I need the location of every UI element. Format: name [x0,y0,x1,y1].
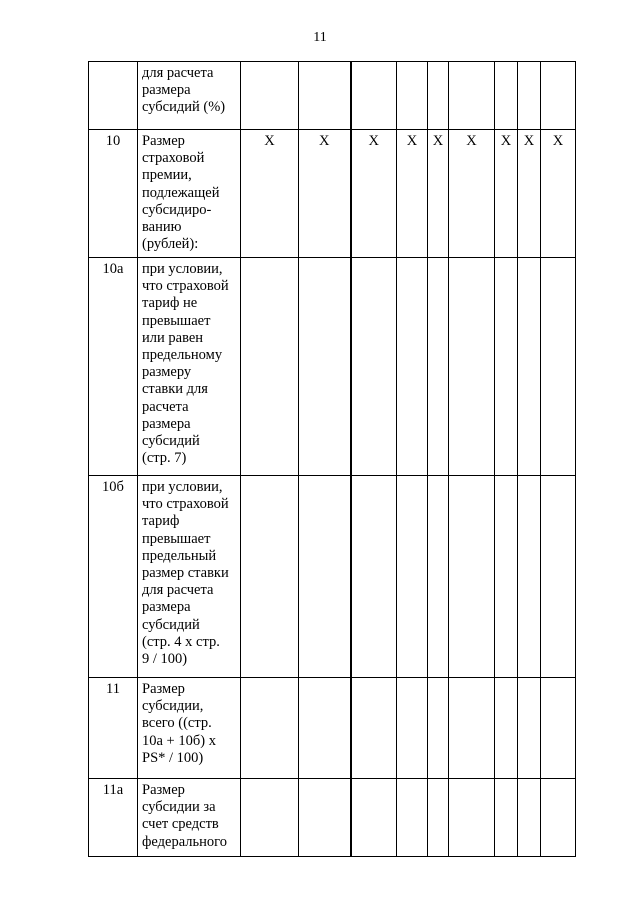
table-row [89,678,576,779]
value-cell [241,678,299,779]
value-cell: Х [518,130,541,258]
value-cell [518,476,541,678]
value-cell [449,62,495,130]
description-line: субсидии за [142,799,216,816]
row-description-cell [138,476,241,678]
value-cell [351,476,397,678]
description-line: премии, [142,167,192,184]
description-line: превышает [142,530,211,547]
value-cell [299,779,351,857]
value-cell [449,258,495,476]
value-cell [351,779,397,857]
description-line: размер ставки [142,565,229,582]
value-cell [495,258,518,476]
row-number-cell: 11а [89,779,138,857]
row-number-cell: 10б [89,476,138,678]
description-line: (рублей): [142,236,199,253]
row-description-cell [138,130,241,258]
value-cell [541,476,576,678]
description-line: субсидий [142,616,200,633]
description-line: Размер [142,681,185,697]
value-cell [428,779,449,857]
row-description-cell [138,258,241,476]
description-line: при условии, [142,261,223,277]
value-cell [397,779,428,857]
description-line: (стр. 7) [142,450,187,467]
value-cell [351,62,397,130]
description-line: субсидии, [142,698,204,715]
value-cell [449,779,495,857]
table-row [89,62,576,130]
description-line: что страховой [142,496,229,513]
value-cell [397,62,428,130]
description-line: ставки для [142,381,208,398]
value-cell [495,779,518,857]
description-line: предельный [142,547,217,564]
description-line: расчета [142,398,189,415]
value-cell [299,258,351,476]
value-cell [518,258,541,476]
value-cell [241,258,299,476]
value-cell: Х [495,130,518,258]
description-line: страховой [142,150,205,167]
value-cell [518,62,541,130]
description-line: при условии, [142,479,223,495]
description-line: подлежащей [142,184,220,201]
value-cell [541,678,576,779]
description-line: размера [142,599,191,616]
description-line: размеру [142,364,192,381]
description-line: субсидиро- [142,201,212,218]
value-cell: Х [241,130,299,258]
value-cell: Х [351,130,397,258]
description-line: 9 / 100) [142,651,188,668]
page-number: 11 [313,30,327,45]
value-cell [351,258,397,476]
description-line: тариф [142,513,180,530]
description-line: субсидий (%) [142,99,226,116]
description-line: превышает [142,312,211,329]
description-line: PS* / 100) [142,749,204,766]
value-cell [495,678,518,779]
description-line: размера [142,82,191,99]
description-line: для расчета [142,582,214,599]
description-line: счет средств [142,816,219,833]
description-line: размера [142,415,191,432]
value-cell [299,476,351,678]
value-cell [241,62,299,130]
value-cell [428,678,449,779]
value-cell: Х [541,130,576,258]
table-row [89,130,576,258]
value-cell [449,476,495,678]
table-row [89,476,576,678]
subsidy-form-table [88,61,576,857]
value-cell [495,476,518,678]
value-cell [397,258,428,476]
value-cell: Х [428,130,449,258]
description-line: предельному [142,347,223,364]
value-cell [397,678,428,779]
description-line: всего ((стр. [142,715,212,732]
description-line: федерального [142,833,227,850]
value-cell [299,678,351,779]
row-number-cell: 11 [89,678,138,779]
table-row [89,258,576,476]
value-cell [518,678,541,779]
value-cell [449,678,495,779]
description-line: ванию [142,219,182,236]
value-cell [518,779,541,857]
value-cell [428,476,449,678]
description-line: для расчета [142,65,214,81]
row-number-cell: 10а [89,258,138,476]
description-line: тариф не [142,295,198,312]
value-cell [428,258,449,476]
description-line: 10а + 10б) х [142,732,216,749]
value-cell: Х [299,130,351,258]
value-cell: Х [449,130,495,258]
value-cell [541,258,576,476]
description-line: или равен [142,329,204,346]
row-number-cell [89,62,138,130]
value-cell [495,62,518,130]
value-cell [351,678,397,779]
table-row [89,779,576,857]
description-line: (стр. 4 х стр. [142,633,220,650]
row-description-cell [138,779,241,857]
value-cell: Х [397,130,428,258]
value-cell [541,779,576,857]
description-line: Размер [142,782,185,798]
row-number-cell: 10 [89,130,138,258]
row-description-cell [138,678,241,779]
value-cell [428,62,449,130]
description-line: субсидий [142,433,200,450]
value-cell [397,476,428,678]
value-cell [299,62,351,130]
value-cell [541,62,576,130]
value-cell [241,476,299,678]
value-cell [241,779,299,857]
description-line: что страховой [142,278,229,295]
description-line: Размер [142,133,185,149]
row-description-cell [138,62,241,130]
